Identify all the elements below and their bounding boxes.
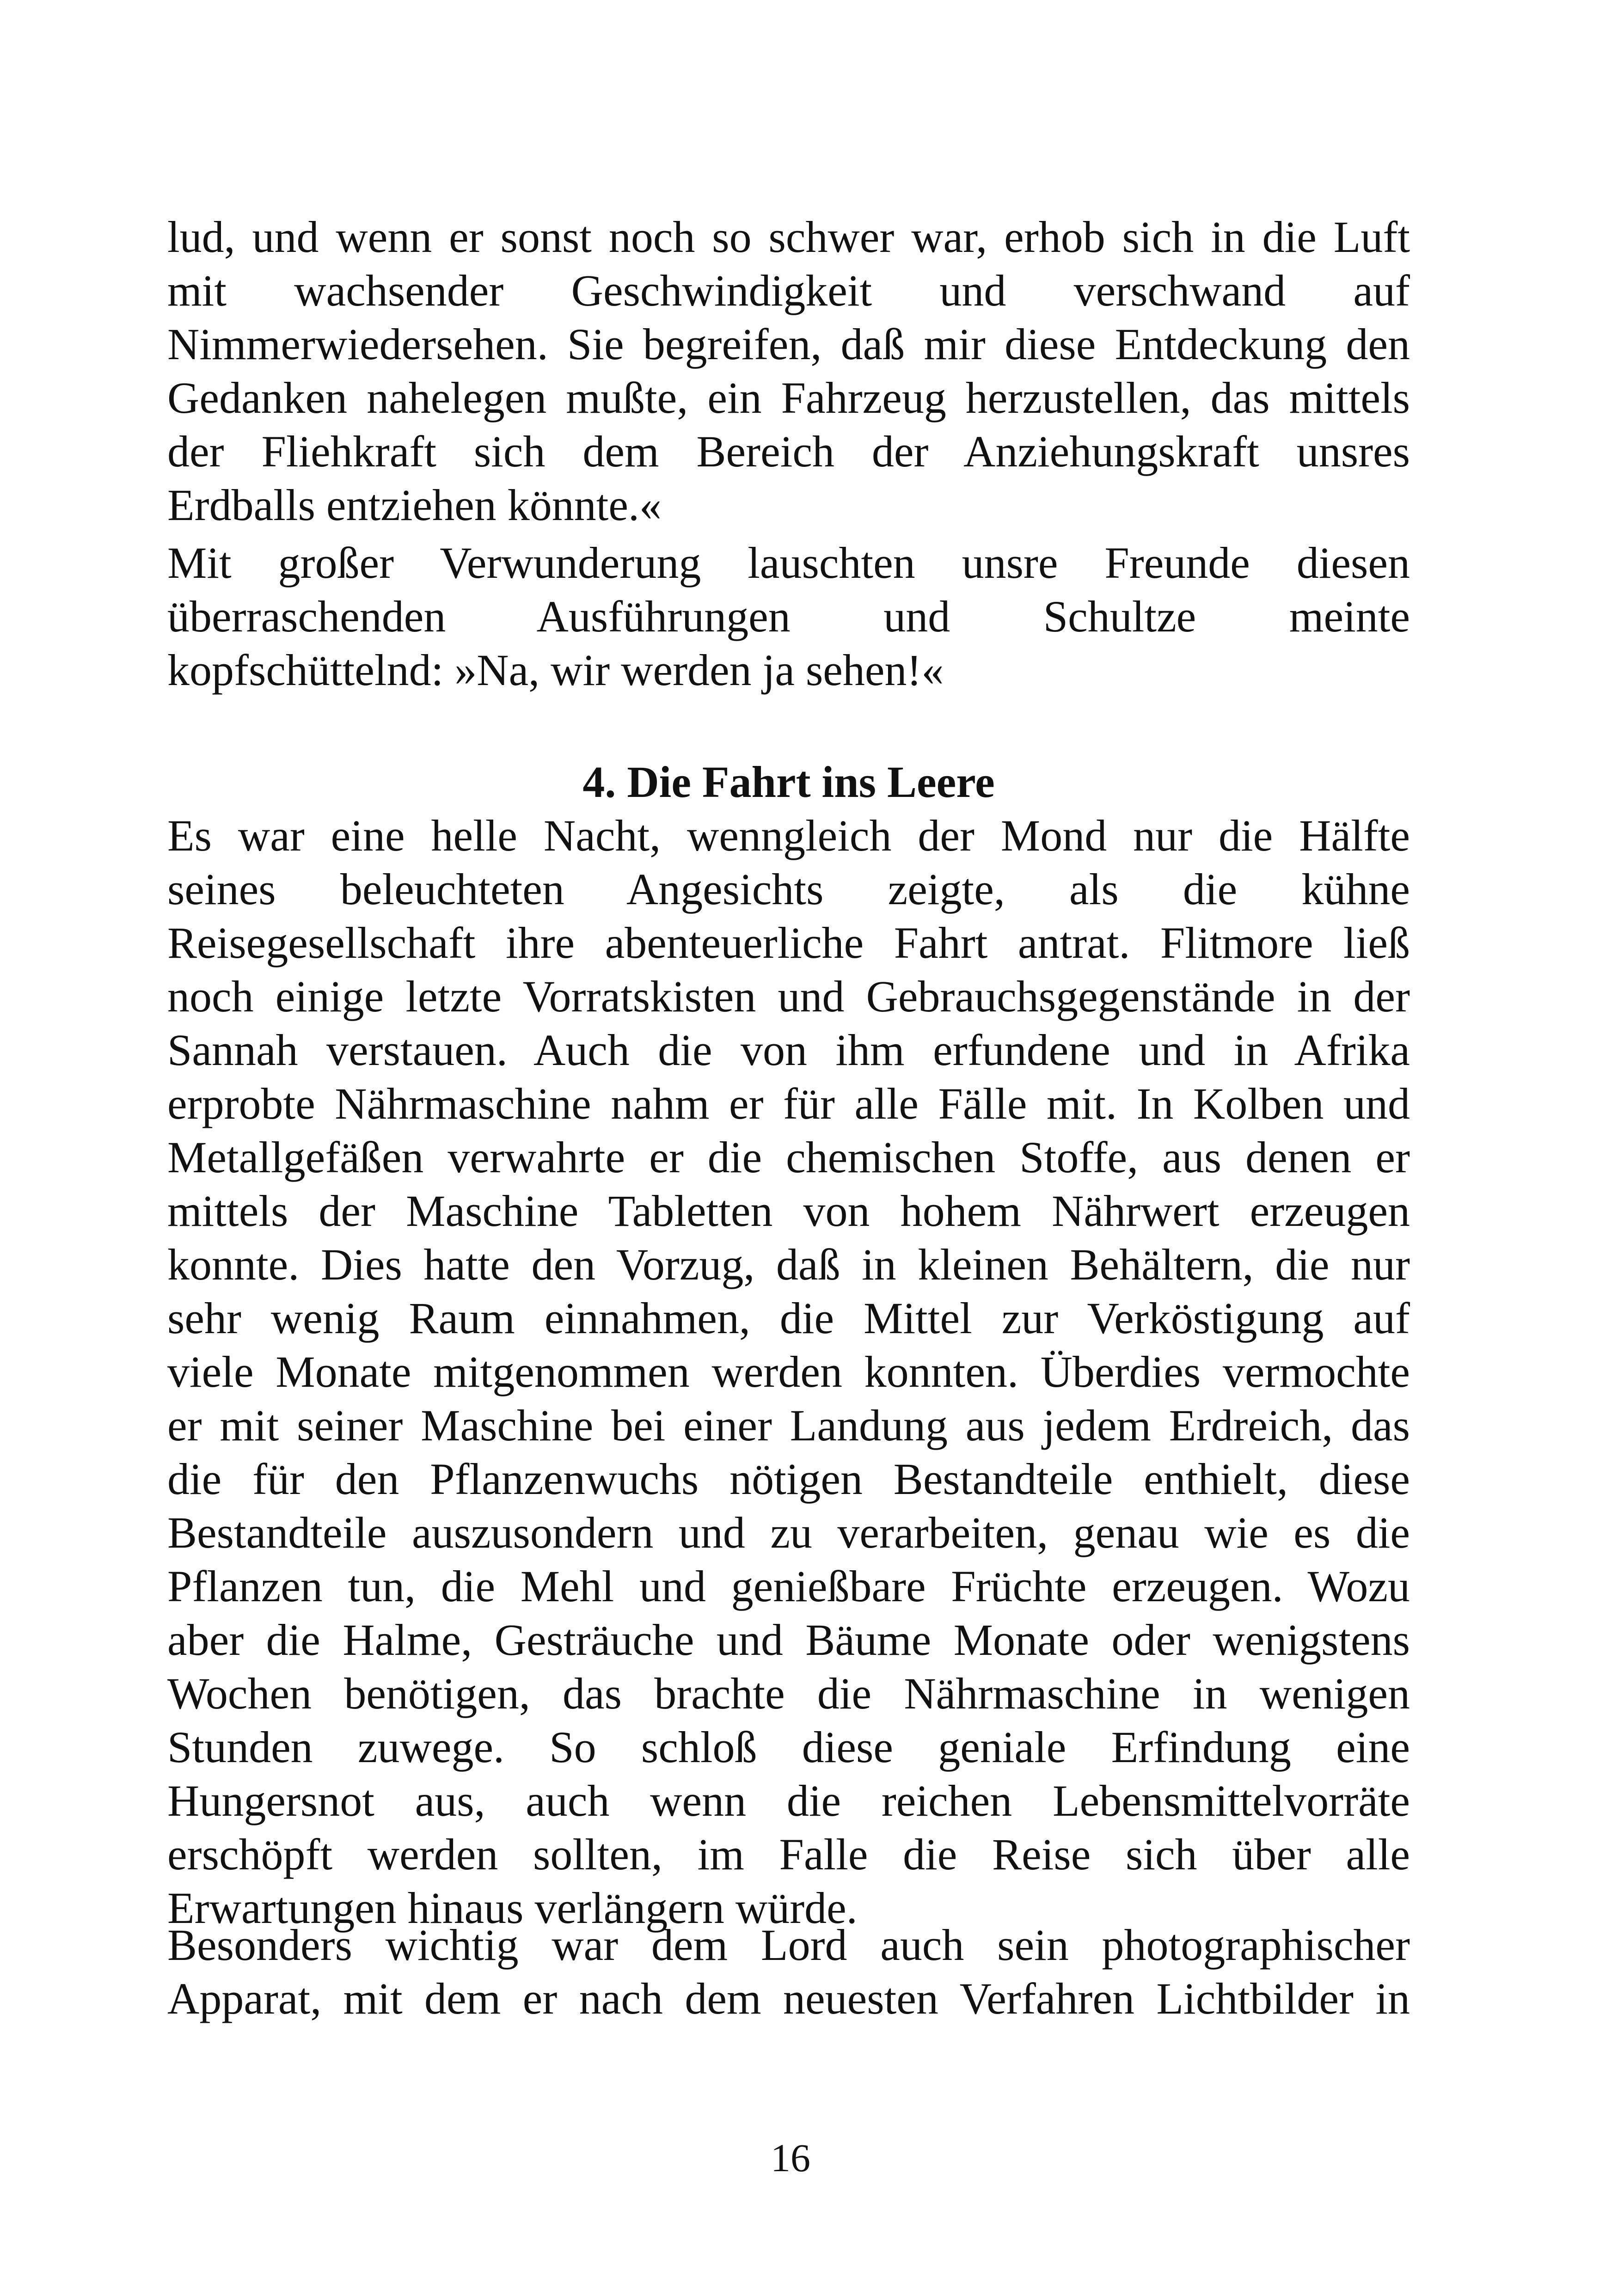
text-line: konnte. Dies hatte den Vorzug, daß in kleinen Behältern, die nur xyxy=(167,1240,1410,1289)
paragraph-speech-end xyxy=(167,210,1410,532)
text-line: seines beleuchteten Angesichts zeigte, als die kühne xyxy=(167,864,1410,914)
text-line: Wochen benötigen, das brachte die Nährmaschine in wenigen xyxy=(167,1669,1410,1718)
text-line: erschöpft werden sollten, im Falle die Reise sich über alle xyxy=(167,1830,1410,1879)
text-line: viele Monate mitgenommen werden konnten. Überdies vermochte xyxy=(167,1347,1410,1396)
paragraph-camera xyxy=(167,1918,1410,2026)
text-line: Gedanken nahelegen mußte, ein Fahrzeug herzustellen, das mittels xyxy=(167,373,1410,422)
text-line: Metallgefäßen verwahrte er die chemischen Stoffe, aus denen er xyxy=(167,1133,1410,1182)
text-line: Erwartungen hinaus verlängern würde. xyxy=(167,1883,858,1933)
text-line: lud, und wenn er sonst noch so schwer war, erhob sich in die Luft xyxy=(167,212,1410,262)
text-line: der Fliehkraft sich dem Bereich der Anziehungskraft unsres xyxy=(167,427,1410,476)
text-line: Nimmerwiedersehen. Sie begreifen, daß mir diese Entdeckung den xyxy=(167,319,1410,369)
chapter-heading: 4. Die Fahrt ins Leere xyxy=(582,757,995,807)
text-line: überraschenden Ausführungen und Schultze meinte xyxy=(167,592,1410,641)
text-line: Es war eine helle Nacht, wenngleich der Mond nur die Hälfte xyxy=(167,811,1410,860)
text-line: Besonders wichtig war dem Lord auch sein photographischer xyxy=(167,1920,1410,1970)
text-line: die für den Pflanzenwuchs nötigen Bestandteile enthielt, diese xyxy=(167,1454,1410,1504)
text-line: mittels der Maschine Tabletten von hohem Nährwert erzeugen xyxy=(167,1186,1410,1236)
text-line: Pflanzen tun, die Mehl und genießbare Früchte erzeugen. Wozu xyxy=(167,1561,1410,1611)
text-line: Bestandteile auszusondern und zu verarbeiten, genau wie es die xyxy=(167,1508,1410,1557)
text-line: Hungersnot aus, auch wenn die reichen Lebensmittelvorräte xyxy=(167,1776,1410,1825)
text-line: sehr wenig Raum einnahmen, die Mittel zur Verköstigung auf xyxy=(167,1293,1410,1343)
paragraph-departure xyxy=(167,809,1410,1935)
page-number: 16 xyxy=(771,2136,810,2180)
text-line: Sannah verstauen. Auch die von ihm erfundene und in Afrika xyxy=(167,1025,1410,1075)
text-line: Erdballs entziehen könnte.« xyxy=(167,480,662,530)
text-line: noch einige letzte Vorratskisten und Gebrauchsgegenstände in der xyxy=(167,972,1410,1021)
text-line: kopfschüttelnd: »Na, wir werden ja sehen!« xyxy=(167,645,944,695)
text-line: Apparat, mit dem er nach dem neuesten Verfahren Lichtbilder in xyxy=(167,1974,1410,2023)
text-line: Stunden zuwege. So schloß diese geniale Erfindung eine xyxy=(167,1722,1410,1772)
text-line: er mit seiner Maschine bei einer Landung aus jedem Erdreich, das xyxy=(167,1401,1410,1450)
paragraph-reaction xyxy=(167,536,1410,697)
text-line: aber die Halme, Gesträuche und Bäume Monate oder wenigstens xyxy=(167,1615,1410,1665)
text-line: erprobte Nährmaschine nahm er für alle Fälle mit. In Kolben und xyxy=(167,1079,1410,1128)
text-line: Mit großer Verwunderung lauschten unsre Freunde diesen xyxy=(167,538,1410,588)
text-line: Reisegesellschaft ihre abenteuerliche Fahrt antrat. Flitmore ließ xyxy=(167,918,1410,967)
text-line: mit wachsender Geschwindigkeit und verschwand auf xyxy=(167,266,1410,315)
